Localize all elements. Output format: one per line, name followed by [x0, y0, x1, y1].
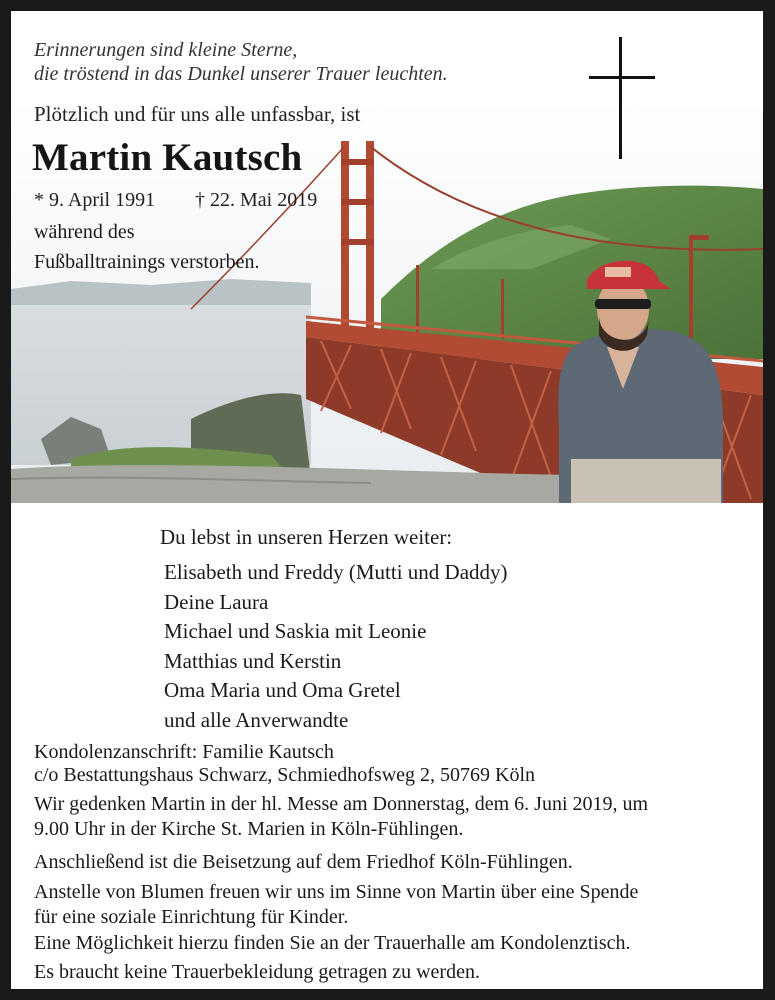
mass-line-2: 9.00 Uhr in der Kirche St. Marien in Köln-Fühlingen. [34, 818, 464, 840]
quote-line-2: die tröstend in das Dunkel unserer Trauer leuchten. [34, 63, 448, 85]
mass-line-1: Wir gedenken Martin in der hl. Messe am Donnerstag, dem 6. Juni 2019, um [34, 793, 649, 815]
death-date: † 22. Mai 2019 [195, 189, 318, 211]
mourner-item: und alle Anverwandte [164, 707, 349, 732]
circumstance-line-1: während des [34, 221, 135, 243]
mourner-item: Matthias und Kerstin [164, 648, 342, 673]
burial-text: Anschließend ist die Beisetzung auf dem Friedhof Köln-Fühlingen. [34, 851, 573, 873]
mourners-list [164, 558, 508, 735]
donation-line-1: Anstelle von Blumen freuen wir uns im Sinne von Martin über eine Spende [34, 881, 639, 903]
mourner-item: Deine Laura [164, 589, 269, 614]
condolence-line-1: Kondolenzanschrift: Familie Kautsch [34, 741, 334, 763]
condolence-line-2: c/o Bestattungshaus Schwarz, Schmiedhofsweg 2, 50769 Köln [34, 764, 536, 786]
intro-text: Plötzlich und für uns alle unfassbar, ist [34, 102, 361, 126]
mourners-heading: Du lebst in unseren Herzen weiter: [160, 525, 453, 549]
mourner-item: Oma Maria und Oma Gretel [164, 678, 401, 702]
mourner-item: Elisabeth und Freddy (Mutti und Daddy) [164, 560, 508, 584]
birth-date: * 9. April 1991 [34, 189, 156, 211]
dress-code-text: Es braucht keine Trauerbekleidung getragen zu werden. [34, 961, 480, 983]
quote-line-1: Erinnerungen sind kleine Sterne, [34, 39, 298, 61]
circumstance-line-2: Fußballtrainings verstorben. [34, 251, 260, 273]
donation-box-text: Eine Möglichkeit hierzu finden Sie an der Trauerhalle am Kondolenztisch. [34, 932, 631, 954]
obituary-card [11, 11, 763, 989]
mourner-item: Michael und Saskia mit Leonie [164, 619, 427, 643]
deceased-name: Martin Kautsch [32, 136, 303, 179]
donation-line-2: für eine soziale Einrichtung für Kinder. [34, 906, 349, 928]
